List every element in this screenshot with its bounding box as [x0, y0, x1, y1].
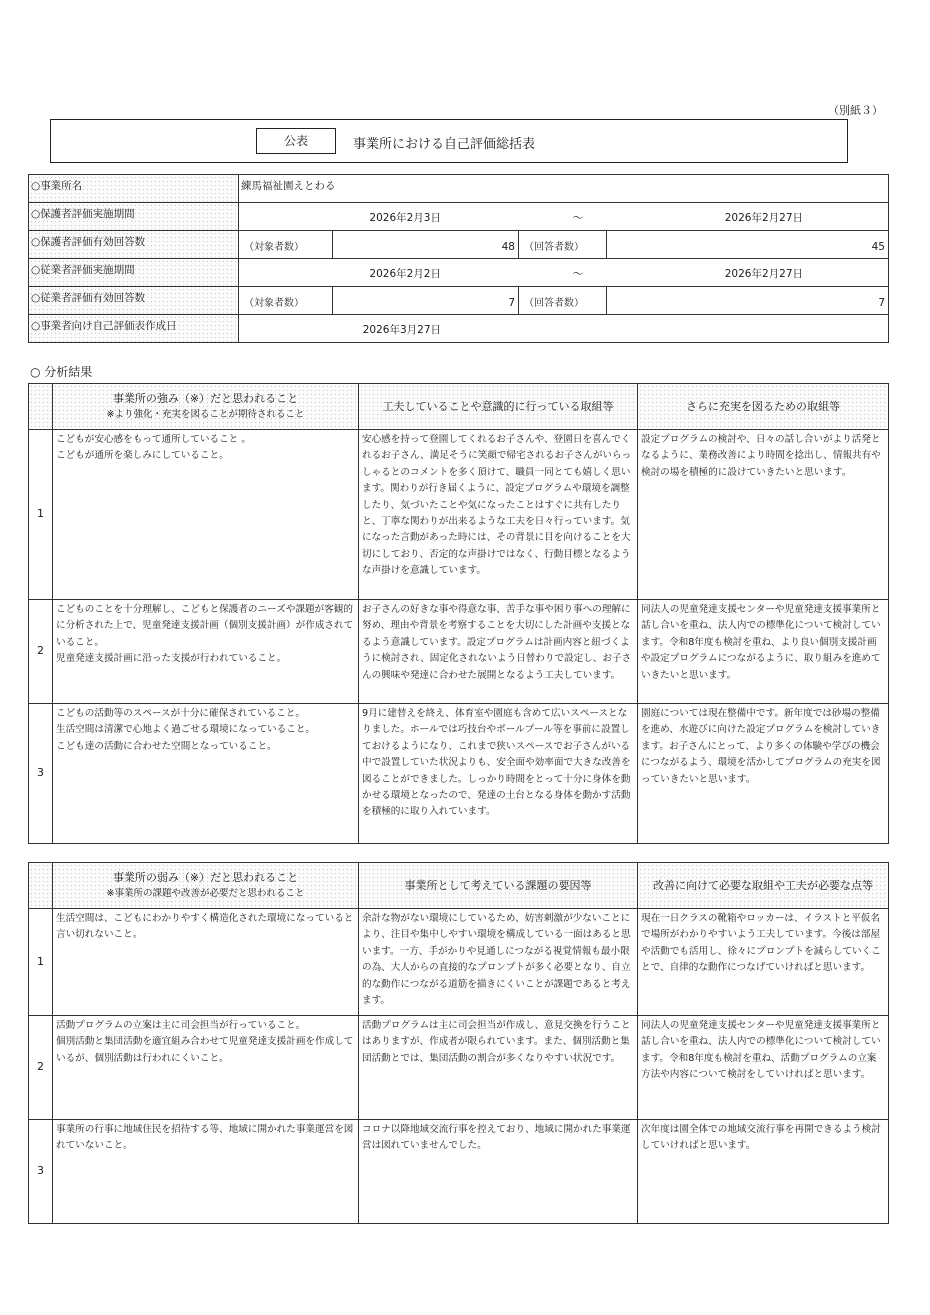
staff-responses-row [29, 287, 889, 315]
strength-row [29, 704, 889, 844]
row-number: 3 [29, 1120, 53, 1224]
title-box [50, 119, 848, 163]
created-date-row [29, 315, 889, 343]
weaknesses-header-row [29, 863, 889, 909]
staff-target-count: 7 [333, 287, 519, 315]
weakness-improvement-text: 同法人の児童発達支援センターや児童発達支援事業所と話し合いを重ね、法人内での標準化について検討しています。令和8年度も検討を重ね、活動プログラムの立案方法や内容について検討をしていければと思います。 [638, 1016, 889, 1120]
strengths-header-col2: 工夫していることや意識的に行っている取組等 [359, 384, 638, 430]
weakness-row [29, 1016, 889, 1120]
facility-info-table [28, 174, 889, 343]
strengths-header-col1-sub: ※より強化・充実を図ることが期待されること [106, 408, 305, 420]
strengths-header-col3: さらに充実を図るための取組等 [638, 384, 889, 430]
annex-label: （別紙３） [828, 104, 883, 117]
created-date-cell [239, 315, 889, 343]
weakness-row [29, 909, 889, 1016]
guardian-responses-label: ○保護者評価有効回答数 [29, 231, 239, 259]
row-number: 1 [29, 430, 53, 600]
staff-respondent-label: （回答者数） [519, 287, 607, 315]
staff-period-cell [239, 259, 889, 287]
strength-text: こどもが安心感をもって通所していること 。 こどもが通所を楽しみにしていること。 [53, 430, 359, 600]
strength-further-text: 設定プログラムの検討や、日々の話し合いがより活発となるように、業務改善により時間を捻出し、情報共有や検討の場を積極的に設けていきたいと思います。 [638, 430, 889, 600]
staff-responses-label: ○従業者評価有効回答数 [29, 287, 239, 315]
strength-further-text: 園庭については現在整備中です。新年度では砂場の整備を進め、水遊びに向けた設定プログラムを検討していきます。お子さんにとって、より多くの体験や学びの機会につながるよう、環境を活かしてプログラムの充実を図っていきたいと思います。 [638, 704, 889, 844]
created-date-value: 2026年3月27日 [362, 324, 441, 336]
weaknesses-header-col1-sub: ※事業所の課題や改善が必要だと思われること [106, 887, 305, 899]
guardian-respondent-label: （回答者数） [519, 231, 607, 259]
strengths-header-row [29, 384, 889, 430]
strength-effort-text: お子さんの好きな事や得意な事、苦手な事や困り事への理解に努め、理由や背景を考察することを大切にした計画や支援となるよう意識しています。設定プログラムは計画内容と紐づくように検討され、固定化されないよう日替わりで設定し、お子さんの興味や発達に合わせた展開となるよう工夫しています。 [359, 600, 638, 704]
header-num-cell [29, 384, 53, 430]
staff-period-start: 2026年2月2日 [369, 268, 441, 280]
public-label: 公表 [256, 128, 336, 154]
weakness-cause-text: 余計な物がない環境にしているため、妨害刺激が少ないことにより、注目や集中しやすい環境を構成している一面はあると思います。一方、手がかりや見通しにつながる視覚情報も最小限の為、大人からの直接的なプロンプトが多く必要となり、自立的な動作につながる道筋を描きにくいことが課題であると考えます。 [359, 909, 638, 1016]
strength-row [29, 600, 889, 704]
facility-name-value: 練馬福祉園えとわる [239, 175, 889, 203]
weakness-improvement-text: 次年度は園全体での地域交流行事を再開できるよう検討していければと思います。 [638, 1120, 889, 1224]
weakness-cause-text: 活動プログラムは主に司会担当が作成し、意見交換を行うことはありますが、作成者が限られています。また、個別活動と集団活動とでは、集団活動の割合が多くなりやすい状況です。 [359, 1016, 638, 1120]
analysis-section-label: ○ 分析結果 [30, 365, 93, 379]
weakness-text: 生活空間は、こどもにわかりやすく構造化された環境になっていると言い切れないこと。 [53, 909, 359, 1016]
weakness-row [29, 1120, 889, 1224]
weaknesses-header-col1-main: 事業所の弱み（※）だと思われること [112, 870, 299, 884]
strength-text: こどものことを十分理解し、こどもと保護者のニーズや課題が客観的に分析された上で、児童発達支援計画（個別支援計画）が作成されていること。 児童発達支援計画に沿った支援が行われていること。 [53, 600, 359, 704]
facility-name-row [29, 175, 889, 203]
weaknesses-header-col3: 改善に向けて必要な取組や工夫が必要な点等 [638, 863, 889, 909]
guardian-period-end: 2026年2月27日 [724, 212, 803, 224]
row-number: 2 [29, 1016, 53, 1120]
weakness-improvement-text: 現在一日クラスの靴箱やロッカーは、イラストと平仮名で場所がわかりやすいよう工夫しています。今後は部屋や活動でも活用し、徐々にプロンプトを減らしていくことで、自律的な動作につなげていければと思います。 [638, 909, 889, 1016]
staff-period-end: 2026年2月27日 [724, 268, 803, 280]
strength-effort-text: 安心感を持って登園してくれるお子さんや、登園日を喜んでくれるお子さん、満足そうに笑顔で帰宅されるお子さんがいらっしゃるとのコメントを多く頂けて、職員一同とても嬉しく思います。関わりが行き届くように、設定プログラムや環境を調整したり、気づいたことや気になったことはすぐに共有したりと、丁寧な関わりが出来るような工夫を日々行っています。気になった言動があった時には、その背景に目を向けることを大切にしており、否定的な声掛けではなく、行動目標となるような声掛けを意識しています。 [359, 430, 638, 600]
staff-respondent-count: 7 [607, 287, 889, 315]
strengths-table [28, 383, 889, 844]
strength-text: こどもの活動等のスペースが十分に確保されていること。 生活空間は清潔で心地よく過ごせる環境になっていること。 こども達の活動に合わせた空間となっていること。 [53, 704, 359, 844]
row-number: 3 [29, 704, 53, 844]
guardian-period-label: ○保護者評価実施期間 [29, 203, 239, 231]
guardian-target-count: 48 [333, 231, 519, 259]
strength-further-text: 同法人の児童発達支援センターや児童発達支援事業所と話し合いを重ね、法人内での標準化について検討しています。令和8年度も検討を重ね、より良い個別支援計画や設定プログラムにつながるように、取り組みを進めていきたいと思います。 [638, 600, 889, 704]
staff-period-separator: ～ [572, 268, 583, 280]
guardian-responses-row [29, 231, 889, 259]
weaknesses-header-col1 [53, 863, 359, 909]
guardian-period-start: 2026年2月3日 [369, 212, 441, 224]
weaknesses-table [28, 862, 889, 1224]
row-number: 2 [29, 600, 53, 704]
guardian-period-separator: ～ [572, 212, 583, 224]
staff-period-row [29, 259, 889, 287]
facility-name-label: ○事業所名 [29, 175, 239, 203]
strengths-header-col1 [53, 384, 359, 430]
strength-row [29, 430, 889, 600]
weaknesses-header-col2: 事業所として考えている課題の要因等 [359, 863, 638, 909]
guardian-period-row [29, 203, 889, 231]
staff-period-label: ○従業者評価実施期間 [29, 259, 239, 287]
strength-effort-text: 9月に建替えを終え、体育室や園庭も含めて広いスペースとなりました。ホールでは巧技台やボールプール等を事前に設置しておけるようになり、これまで狭いスペースでお子さんがいる中で設置していた状況よりも、安全面や効率面で大きな改善を図ることができました。しっかり時間をとって十分に身体を動かせる環境となったので、発達の土台となる身体を動かす活動を積極的に取り入れています。 [359, 704, 638, 844]
weakness-text: 事業所の行事に地域住民を招待する等、地域に開かれた事業運営を図れていないこと。 [53, 1120, 359, 1224]
created-date-label: ○事業者向け自己評価表作成日 [29, 315, 239, 343]
page-title: 事業所における自己評価総括表 [353, 137, 536, 152]
guardian-target-label: （対象者数） [239, 231, 333, 259]
weakness-cause-text: コロナ以降地域交流行事を控えており、地域に開かれた事業運営は図れていませんでした。 [359, 1120, 638, 1224]
guardian-respondent-count: 45 [607, 231, 889, 259]
strengths-header-col1-main: 事業所の強み（※）だと思われること [112, 391, 299, 405]
staff-target-label: （対象者数） [239, 287, 333, 315]
guardian-period-cell [239, 203, 889, 231]
row-number: 1 [29, 909, 53, 1016]
weakness-text: 活動プログラムの立案は主に司会担当が行っていること。 個別活動と集団活動を適宜組み合わせて児童発達支援計画を作成しているが、個別活動は行われにくいこと。 [53, 1016, 359, 1120]
header-num-cell [29, 863, 53, 909]
